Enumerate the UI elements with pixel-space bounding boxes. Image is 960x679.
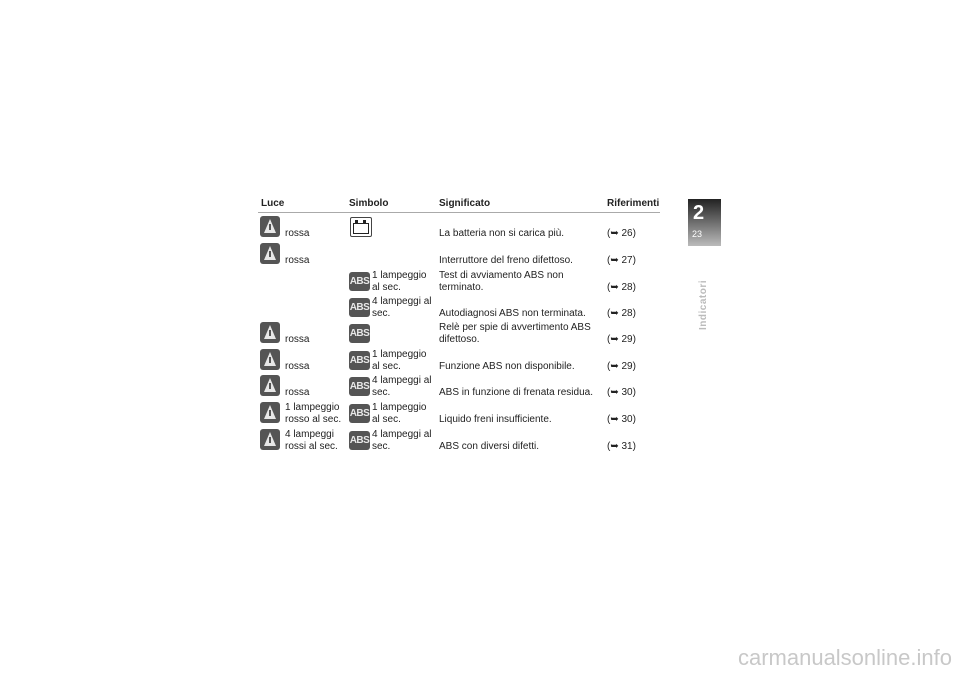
- warning-icon: [260, 402, 280, 423]
- light-text: 1 lampeggio rosso al sec.: [285, 402, 342, 425]
- reference-text: (➥ 27): [607, 255, 636, 266]
- table-row: [258, 216, 678, 243]
- watermark: carmanualsonline.info: [737, 645, 952, 670]
- header-light: Luce: [261, 198, 285, 209]
- table-row: [258, 270, 678, 297]
- warning-icon: [260, 243, 280, 264]
- light-text: rossa: [285, 361, 310, 372]
- abs-icon: ABS: [349, 324, 370, 343]
- reference-text: (➥ 28): [607, 308, 636, 319]
- header-symbol: Simbolo: [349, 198, 389, 209]
- reference-text: (➥ 30): [607, 414, 636, 425]
- reference-text: (➥ 31): [607, 441, 636, 452]
- meaning-text: ABS con diversi difetti.: [439, 441, 540, 452]
- abs-icon: ABS: [349, 272, 370, 291]
- table-row: [258, 296, 678, 323]
- symbol-text: 1 lampeggio al sec.: [372, 349, 427, 372]
- header-meaning: Significato: [439, 198, 491, 209]
- reference-text: (➥ 26): [607, 228, 636, 239]
- table-row: [258, 375, 678, 402]
- header-refs: Riferimenti: [607, 198, 660, 209]
- meaning-text: Liquido freni insufficiente.: [439, 414, 552, 425]
- warning-icon: [260, 429, 280, 450]
- header-rule: [258, 212, 660, 213]
- abs-icon: ABS: [349, 298, 370, 317]
- meaning-text: Test di avviamento ABS non terminato.: [439, 270, 564, 293]
- symbol-text: 4 lampeggi al sec.: [372, 296, 432, 319]
- light-text: rossa: [285, 387, 310, 398]
- reference-text: (➥ 28): [607, 282, 636, 293]
- abs-icon: ABS: [349, 404, 370, 423]
- chapter-label: Indicatori: [698, 279, 709, 330]
- light-text: rossa: [285, 255, 310, 266]
- meaning-text: Interruttore del freno difettoso.: [439, 255, 573, 266]
- meaning-text: Relè per spie di avvertimento ABS difettoso.: [439, 322, 591, 345]
- reference-text: (➥ 29): [607, 334, 636, 345]
- symbol-text: 4 lampeggi al sec.: [372, 375, 432, 398]
- table-row: [258, 349, 678, 376]
- light-text: 4 lampeggi rossi al sec.: [285, 429, 338, 452]
- warning-icon: [260, 322, 280, 343]
- light-text: rossa: [285, 228, 310, 239]
- symbol-text: 1 lampeggio al sec.: [372, 270, 427, 293]
- table-row: [258, 322, 678, 349]
- abs-icon: ABS: [349, 351, 370, 370]
- symbol-text: 4 lampeggi al sec.: [372, 429, 432, 452]
- warning-icon: [260, 375, 280, 396]
- warning-icon: [260, 349, 280, 370]
- warning-icon: [260, 216, 280, 237]
- table-row: [258, 402, 678, 429]
- page-number: 23: [692, 229, 703, 239]
- meaning-text: Autodiagnosi ABS non terminata.: [439, 308, 586, 319]
- table-row: [258, 243, 678, 270]
- table-row: [258, 429, 678, 456]
- battery-icon: [350, 217, 372, 237]
- abs-icon: ABS: [349, 431, 370, 450]
- meaning-text: Funzione ABS non disponibile.: [439, 361, 575, 372]
- reference-text: (➥ 29): [607, 361, 636, 372]
- symbol-text: 1 lampeggio al sec.: [372, 402, 427, 425]
- reference-text: (➥ 30): [607, 387, 636, 398]
- chapter-number: 2: [693, 202, 705, 224]
- abs-icon: ABS: [349, 377, 370, 396]
- meaning-text: ABS in funzione di frenata residua.: [439, 387, 593, 398]
- chapter-tab: [688, 199, 721, 246]
- meaning-text: La batteria non si carica più.: [439, 228, 565, 239]
- light-text: rossa: [285, 334, 310, 345]
